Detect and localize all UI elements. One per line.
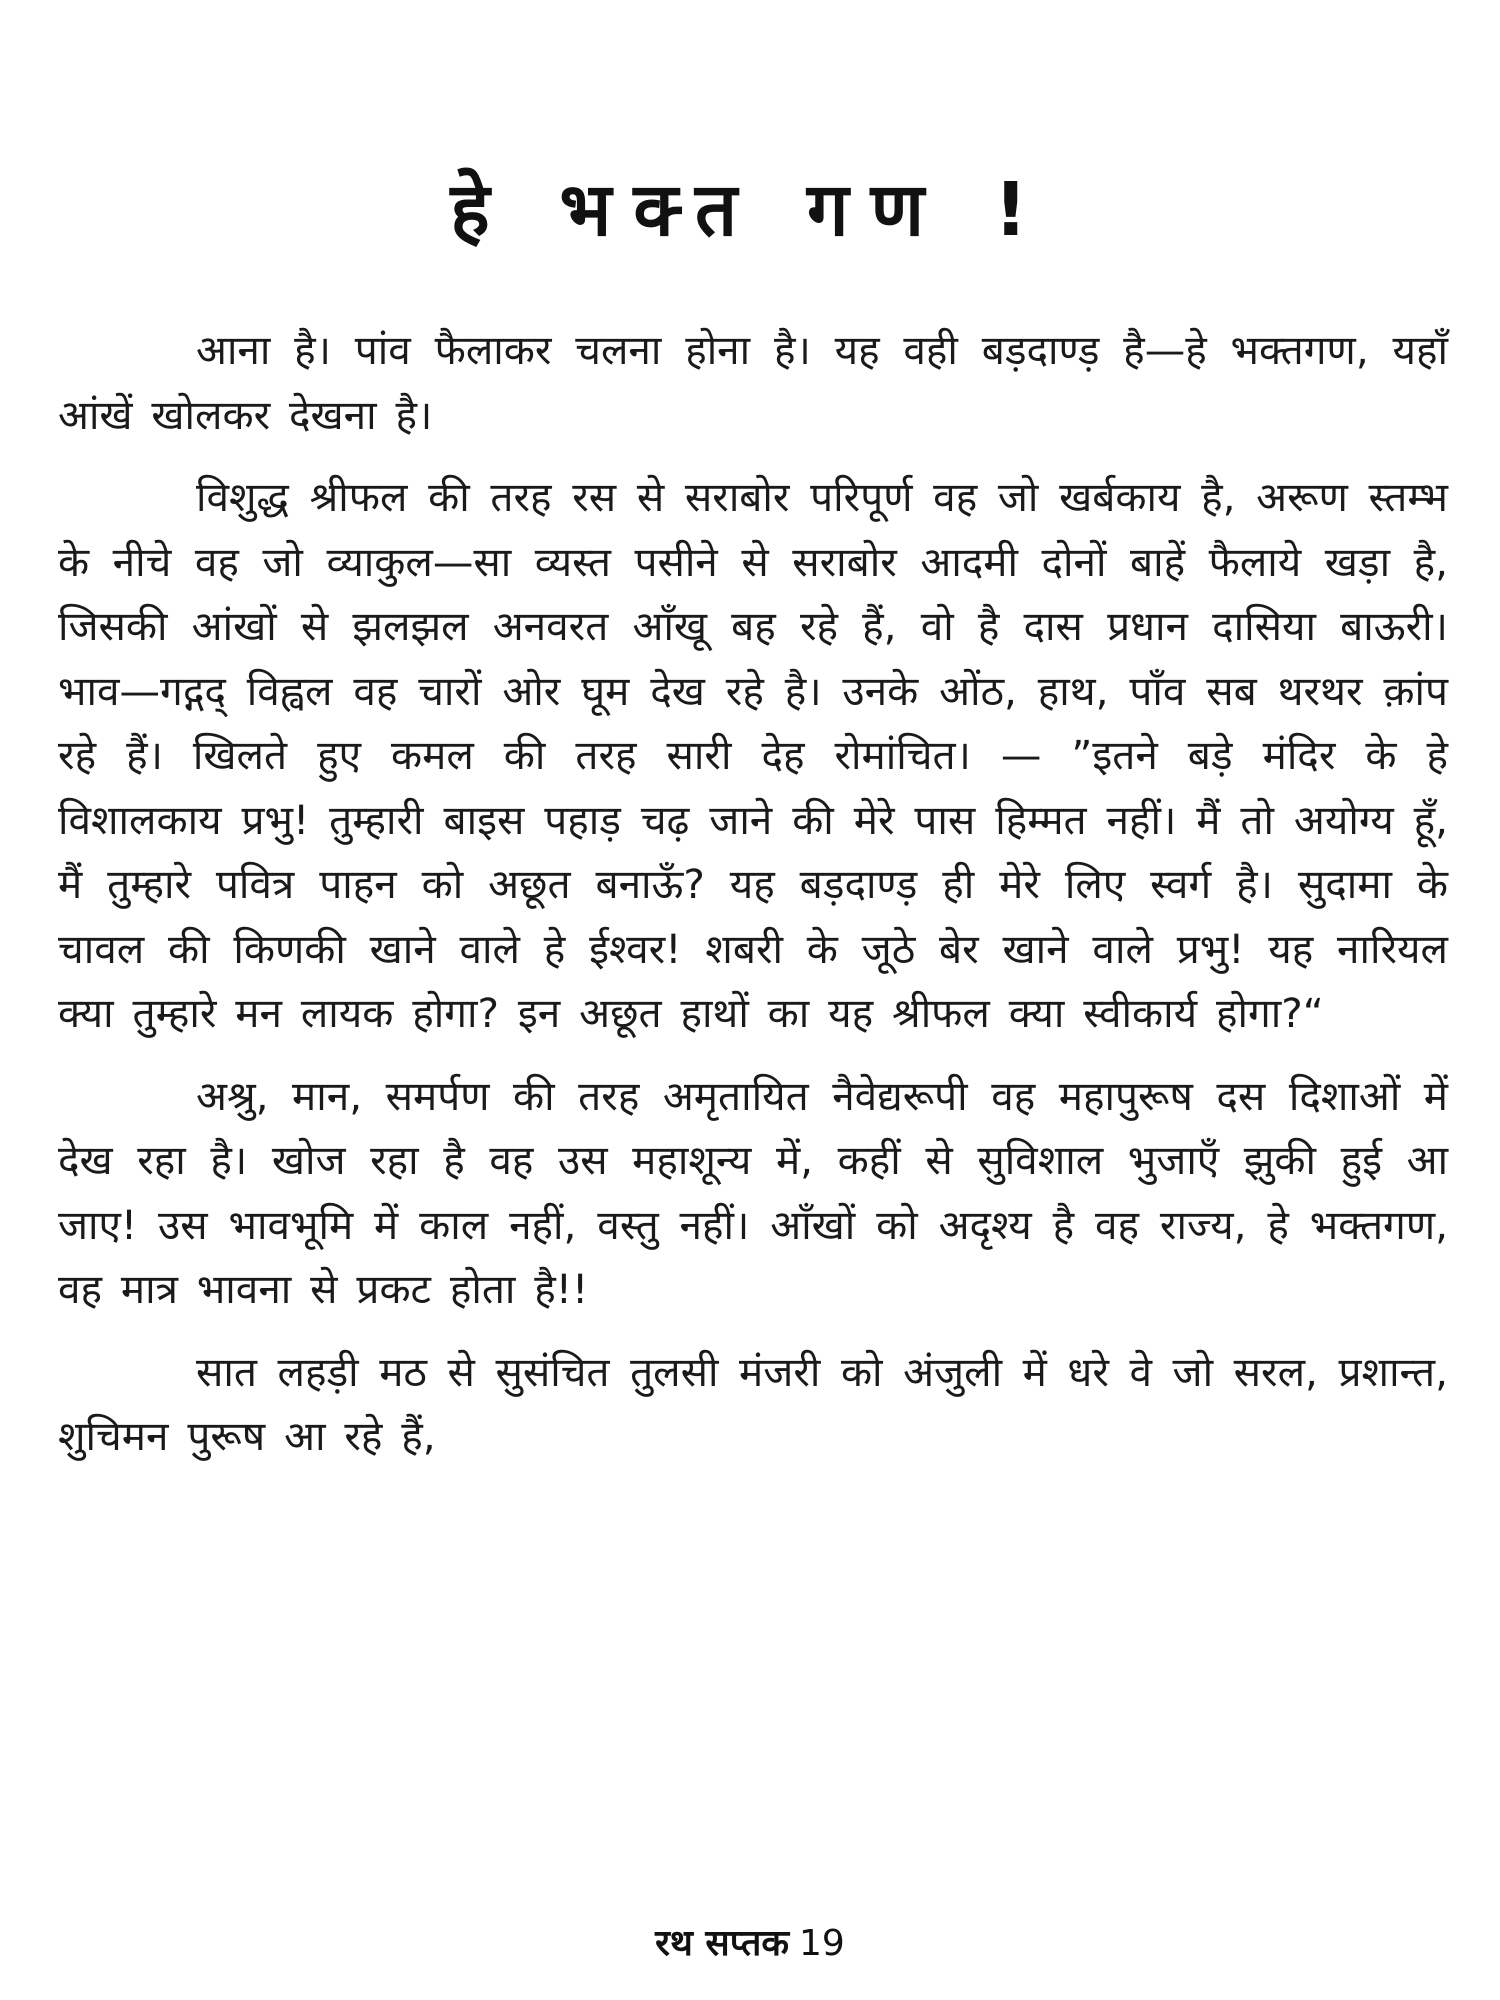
page-footer (0, 1920, 1500, 1968)
page-title: हे भक्त गण ! (450, 167, 1050, 253)
paragraph-2: विशुद्ध श्रीफल की तरह रस से सराबोर परिपूर्ण वह जो खर्बकाय है, अरूण स्तम्भ के नीचे वह जो व्याकुल—सा व्यस्त पसीने से सराबोर आदमी दोनों बाहें फैलाये खड़ा है, जिसकी आंखों से झलझल अनवरत आँखू बह रहे हैं, वो है दास प्रधान दासिया बाऊरी। भाव—गद्गद् विह्वल वह चारों ओर घूम देख रहे है। उनके ओंठ, हाथ, पाँव सब थरथर क़ांप रहे हैं। खिलते हुए कमल की तरह सारी देह रोमांचित। — ”इतने बड़े मंदिर के हे विशालकाय प्रभु! तुम्हारी बाइस पहाड़ चढ़ जाने की मेरे पास हिम्मत नहीं। मैं तो अयोग्य हूँ, मैं तुम्हारे पवित्र पाहन को अछूत बनाऊँ? यह बड़दाण्ड़ ही मेरे लिए स्वर्ग है। सुदामा के चावल की किणकी खाने वाले हे ईश्वर! शबरी के जूठे बेर खाने वाले प्रभु! यह नारियल क्या तुम्हारे मन लायक होगा? इन अछूत हाथों का यह श्रीफल क्या स्वीकार्य होगा?“ (58, 473, 1448, 1037)
footer-book-title: रथ सप्तक (655, 1923, 790, 1964)
paragraph-3: अश्रु, मान, समर्पण की तरह अमृतायित नैवेद्यरूपी वह महापुरूष दस दिशाओं में देख रहा है। खोज रहा है वह उस महाशून्य में, कहीं से सुविशाल भुजाएँ झुकी हुई आ जाए! उस भावभूमि में काल नहीं, वस्तु नहीं। आँखों को अदृश्य है वह राज्य, हे भक्तगण, वह मात्र भावना से प्रकट होता है!! (58, 1071, 1448, 1313)
body-text (58, 318, 1448, 1469)
paragraph-1: आना है। पांव फैलाकर चलना होना है। यह वही बड़दाण्ड़ है—हे भक्तगण, यहाँ आंखें खोलकर देखना है। (58, 326, 1448, 439)
paragraph-4: सात लहड़ी मठ से सुसंचित तुलसी मंजरी को अंजुली में धरे वे जो सरल, प्रशान्त, शुचिमन पुरूष आ रहे हैं, (58, 1347, 1448, 1460)
footer-page-number: 19 (799, 1923, 845, 1964)
